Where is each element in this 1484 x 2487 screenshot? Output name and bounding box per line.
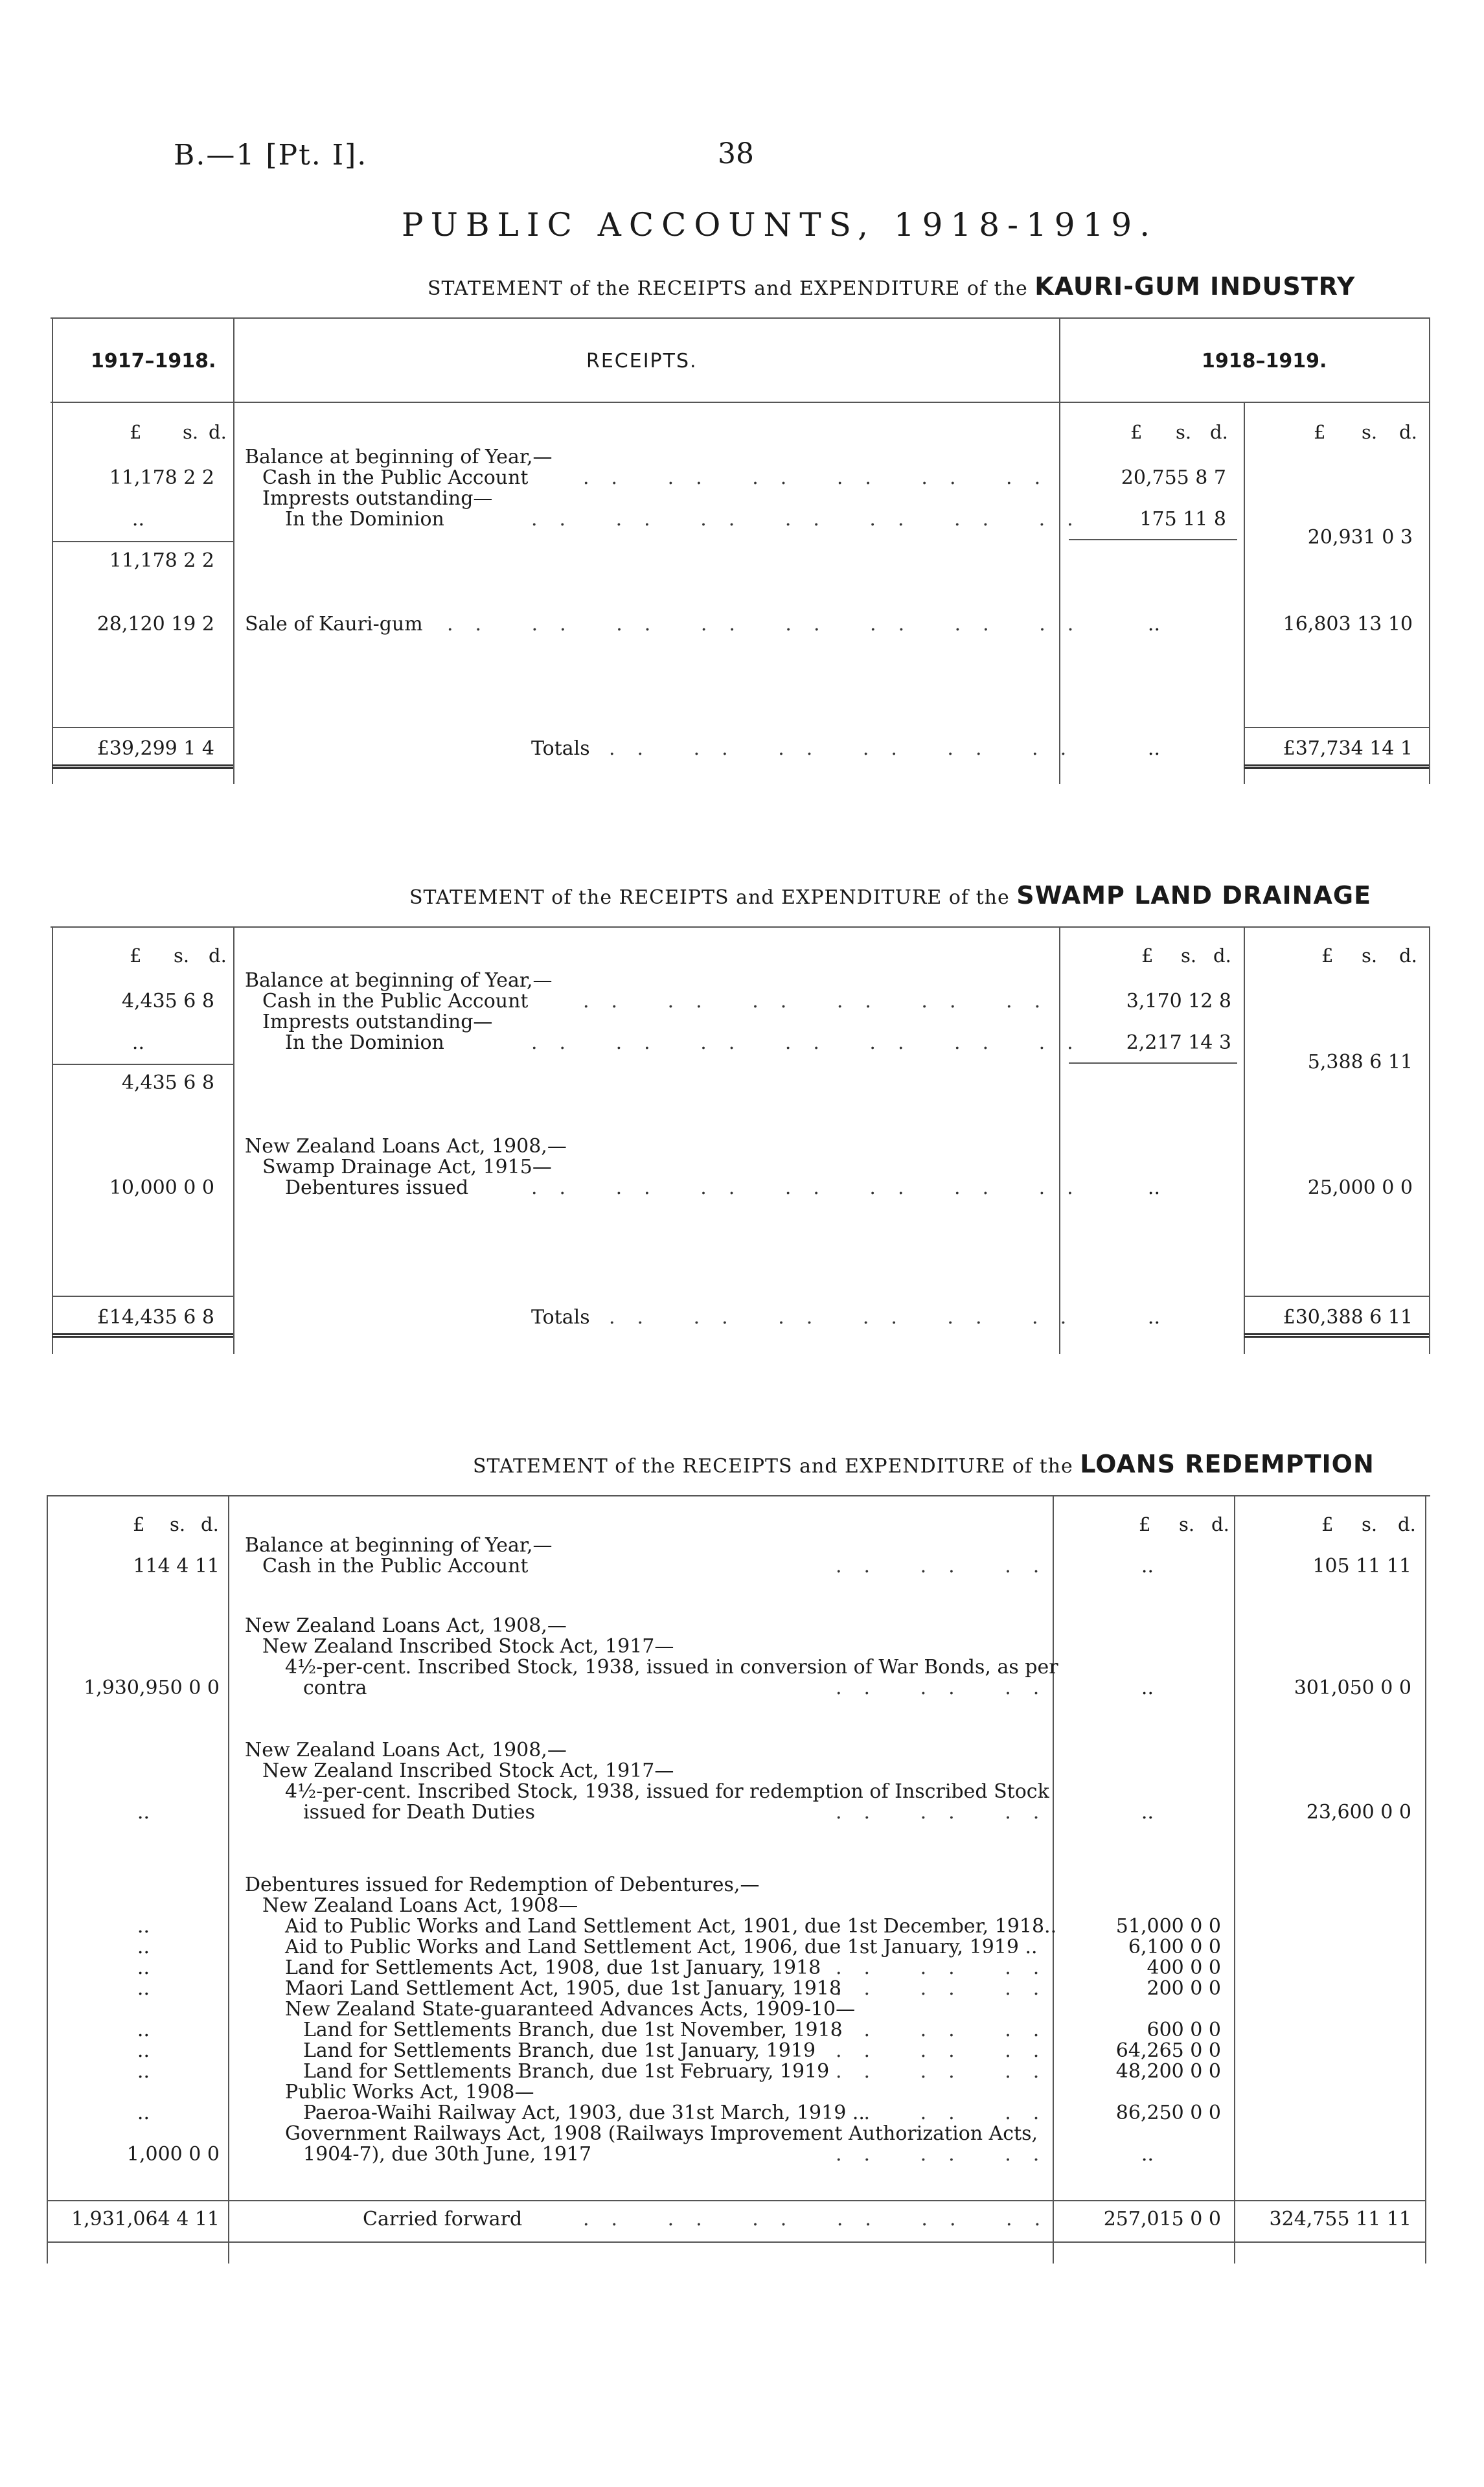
- row-text: Paeroa-Waihi Railway Act, 1903, due 31st March, 1919 ..: [303, 2102, 865, 2124]
- unit-pound: £: [1139, 1513, 1151, 1535]
- row-value-mid: 6,100 0 0: [1128, 1936, 1221, 1958]
- row-value-mid: ..: [1141, 1801, 1154, 1824]
- line-cash: Cash in the Public Account: [262, 990, 529, 1013]
- statement-title-prefix: STATEMENT of the RECEIPTS and EXPENDITURE of the: [409, 886, 1010, 909]
- unit-shillings: s.: [1362, 421, 1378, 443]
- unit-shillings: s.: [1181, 945, 1197, 967]
- row-value-prev: ..: [137, 2039, 150, 2062]
- carried-forward-mid: 257,015 0 0: [1103, 2208, 1221, 2230]
- statement-title-prefix: STATEMENT of the RECEIPTS and EXPENDITURE of the: [473, 1455, 1073, 1478]
- row-text: Cash in the Public Account: [262, 1555, 529, 1577]
- statement-title-subject: LOANS REDEMPTION: [1080, 1450, 1375, 1478]
- row-value-mid: 200 0 0: [1147, 1977, 1221, 2000]
- carried-forward-curr: 324,755 11 11: [1269, 2208, 1411, 2230]
- row-value-prev: ..: [137, 2019, 150, 2041]
- line-sale: Sale of Kauri-gum: [245, 613, 423, 636]
- row-value-prev: ..: [137, 1956, 150, 1979]
- unit-shillings: s.: [174, 945, 190, 967]
- line-cash: Cash in the Public Account: [262, 466, 529, 489]
- row-value-prev: ..: [137, 1936, 150, 1958]
- line-imprests: Imprests outstanding—: [262, 1011, 493, 1033]
- row-value-mid: ..: [1141, 1555, 1154, 1577]
- unit-shillings: s.: [1362, 1513, 1378, 1535]
- unit-shillings: s.: [1362, 945, 1378, 967]
- row-value-mid: 400 0 0: [1147, 1956, 1221, 1979]
- unit-pence: d.: [1210, 421, 1228, 443]
- curr-debentures-value: 25,000 0 0: [1307, 1176, 1413, 1199]
- row-text: New Zealand Loans Act, 1908,—: [245, 1614, 567, 1637]
- line-dominion: In the Dominion: [285, 508, 444, 531]
- unit-pound: £: [1130, 421, 1143, 443]
- unit-pence: d.: [1399, 945, 1417, 967]
- row-text: Debentures issued for Redemption of Debentures,—: [245, 1874, 760, 1896]
- row-text: contra: [303, 1677, 367, 1699]
- row-text: Public Works Act, 1908—: [285, 2081, 534, 2103]
- row-value-prev: 114 4 11: [133, 1555, 220, 1577]
- statement-title-kauri-gum: [428, 272, 1355, 301]
- curr-total-value: £30,388 6 11: [1283, 1306, 1413, 1329]
- prev-sale-value: 28,120 19 2: [97, 613, 214, 636]
- row-value-mid: ..: [1141, 2143, 1154, 2166]
- row-text: Balance at beginning of Year,—: [245, 1534, 553, 1557]
- unit-pence: d.: [209, 421, 227, 443]
- line-dominion: In the Dominion: [285, 1031, 444, 1054]
- row-text: Aid to Public Works and Land Settlement Act, 1906, due 1st January, 1919 ..: [285, 1936, 1038, 1958]
- statement-title-subject: SWAMP LAND DRAINAGE: [1016, 881, 1372, 910]
- column-header-1918-1919: 1918–1919.: [1202, 350, 1327, 372]
- mid-cash-value: 20,755 8 7: [1121, 466, 1226, 489]
- prev-cash-value: 11,178 2 2: [109, 466, 214, 489]
- row-text: 4½-per-cent. Inscribed Stock, 1938, issued in conversion of War Bonds, as per: [285, 1656, 1058, 1679]
- line-totals: Totals: [531, 737, 590, 760]
- unit-pence: d.: [1398, 1513, 1416, 1535]
- mid-dominion-value: 175 11 8: [1139, 508, 1226, 531]
- unit-shillings: s.: [1179, 1513, 1195, 1535]
- statement-title-subject: KAURI-GUM INDUSTRY: [1034, 272, 1356, 301]
- row-text: Maori Land Settlement Act, 1905, due 1st January, 1918: [285, 1977, 841, 2000]
- mid-total-value: ..: [1147, 1306, 1160, 1329]
- row-text: New Zealand Inscribed Stock Act, 1917—: [262, 1635, 674, 1658]
- unit-shillings: s.: [170, 1513, 186, 1535]
- statement-title-prefix: STATEMENT of the RECEIPTS and EXPENDITURE of the: [428, 277, 1028, 300]
- line-imprests: Imprests outstanding—: [262, 487, 493, 510]
- row-text: 1904-7), due 30th June, 1917: [303, 2143, 592, 2166]
- row-value-prev: ..: [137, 1801, 150, 1824]
- curr-balance-value: 5,388 6 11: [1307, 1051, 1413, 1073]
- line-balance: Balance at beginning of Year,—: [245, 446, 553, 468]
- mid-cash-value: 3,170 12 8: [1126, 990, 1231, 1013]
- prev-total-value: £39,299 1 4: [97, 737, 214, 760]
- unit-pence: d.: [1399, 421, 1417, 443]
- row-text: New Zealand Inscribed Stock Act, 1917—: [262, 1759, 674, 1782]
- prev-dominion-value: ..: [131, 508, 144, 531]
- page-title: PUBLIC ACCOUNTS, 1918-1919.: [402, 206, 1158, 244]
- carried-forward-prev: 1,931,064 4 11: [71, 2208, 220, 2230]
- column-header-receipts: RECEIPTS.: [586, 350, 698, 372]
- prev-subtotal-value: 4,435 6 8: [121, 1072, 214, 1094]
- unit-pound: £: [1321, 945, 1334, 967]
- prev-dominion-value: ..: [131, 1031, 144, 1054]
- line-debentures-issued: Debentures issued: [285, 1176, 469, 1199]
- row-text: Land for Settlements Branch, due 1st February, 1919: [303, 2060, 830, 2083]
- unit-pound: £: [1141, 945, 1154, 967]
- unit-pound: £: [130, 945, 142, 967]
- mid-debentures-value: ..: [1147, 1176, 1160, 1199]
- prev-cash-value: 4,435 6 8: [121, 990, 214, 1013]
- row-text: Aid to Public Works and Land Settlement Act, 1901, due 1st December, 1918..: [285, 1915, 1057, 1938]
- mid-dominion-value: 2,217 14 3: [1126, 1031, 1231, 1054]
- row-text: issued for Death Duties: [303, 1801, 536, 1824]
- row-value-mid: 64,265 0 0: [1115, 2039, 1221, 2062]
- row-value-prev: ..: [137, 1977, 150, 2000]
- row-value-prev: ..: [137, 2102, 150, 2124]
- curr-total-value: £37,734 14 1: [1283, 737, 1413, 760]
- row-value-prev: 1,000 0 0: [126, 2143, 220, 2166]
- unit-pence: d.: [1211, 1513, 1229, 1535]
- line-nz-loans-act: New Zealand Loans Act, 1908,—: [245, 1135, 567, 1158]
- row-text: New Zealand Loans Act, 1908,—: [245, 1739, 567, 1761]
- unit-shillings: s.: [183, 421, 199, 443]
- statement-title-swamp-land-drainage: [409, 881, 1371, 910]
- row-text: 4½-per-cent. Inscribed Stock, 1938, issued for redemption of Inscribed Stock: [285, 1780, 1049, 1803]
- line-totals: Totals: [531, 1306, 590, 1329]
- unit-pence: d.: [201, 1513, 219, 1535]
- statement-title-loans-redemption: [473, 1450, 1375, 1478]
- column-header-1917-1918: 1917–1918.: [91, 350, 216, 372]
- row-value-curr: 301,050 0 0: [1294, 1677, 1411, 1699]
- row-value-prev: ..: [137, 2060, 150, 2083]
- curr-sale-value: 16,803 13 10: [1283, 613, 1413, 636]
- row-value-mid: 86,250 0 0: [1115, 2102, 1221, 2124]
- curr-balance-value: 20,931 0 3: [1307, 526, 1413, 549]
- row-text: Land for Settlements Branch, due 1st November, 1918: [303, 2019, 843, 2041]
- unit-pound: £: [1314, 421, 1326, 443]
- row-value-prev: ..: [137, 1915, 150, 1938]
- unit-pound: £: [130, 421, 142, 443]
- mid-sale-value: ..: [1147, 613, 1160, 636]
- row-value-mid: 48,200 0 0: [1115, 2060, 1221, 2083]
- row-text: Government Railways Act, 1908 (Railways Improvement Authorization Acts,: [285, 2122, 1038, 2145]
- page-number: 38: [718, 137, 754, 170]
- prev-subtotal-value: 11,178 2 2: [109, 549, 214, 572]
- row-value-prev: 1,930,950 0 0: [84, 1677, 220, 1699]
- row-text: New Zealand State-guaranteed Advances Acts, 1909-10—: [285, 1998, 856, 2021]
- prev-total-value: £14,435 6 8: [97, 1306, 214, 1329]
- unit-pound: £: [133, 1513, 145, 1535]
- row-value-curr: 23,600 0 0: [1306, 1801, 1411, 1824]
- document-reference: B.—1 [Pt. I].: [174, 139, 368, 172]
- line-balance: Balance at beginning of Year,—: [245, 969, 553, 992]
- row-text: New Zealand Loans Act, 1908—: [262, 1894, 578, 1917]
- row-text: Land for Settlements Branch, due 1st January, 1919: [303, 2039, 816, 2062]
- row-value-mid: 51,000 0 0: [1115, 1915, 1221, 1938]
- unit-pence: d.: [209, 945, 227, 967]
- row-value-mid: ..: [1141, 1677, 1154, 1699]
- unit-pound: £: [1321, 1513, 1334, 1535]
- row-text: Land for Settlements Act, 1908, due 1st January, 1918: [285, 1956, 821, 1979]
- row-value-curr: 105 11 11: [1312, 1555, 1411, 1577]
- unit-pence: d.: [1213, 945, 1231, 967]
- prev-debentures-value: 10,000 0 0: [109, 1176, 214, 1199]
- carried-forward-label: Carried forward: [363, 2208, 523, 2230]
- unit-shillings: s.: [1176, 421, 1192, 443]
- line-swamp-drainage-act: Swamp Drainage Act, 1915—: [262, 1156, 552, 1178]
- row-value-mid: 600 0 0: [1147, 2019, 1221, 2041]
- mid-total-value: ..: [1147, 737, 1160, 760]
